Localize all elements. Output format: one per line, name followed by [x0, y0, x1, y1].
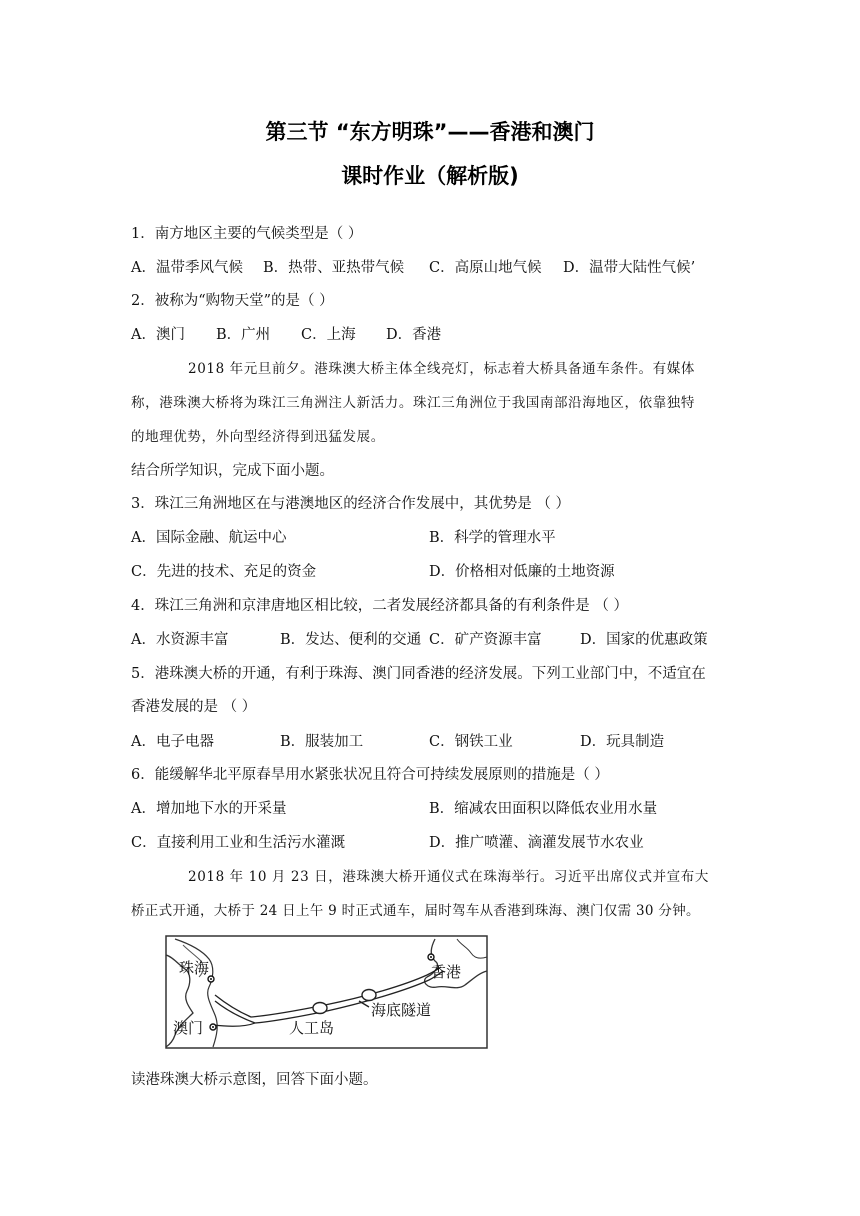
q2-option-d: D．香港	[386, 327, 442, 343]
question-5-stem-line-1: 5．港珠澳大桥的开通，有利于珠海、澳门同香港的经济发展。下列工业部门中，不适宜在	[131, 666, 706, 682]
material-2-line-1: 2018 年 10 月 23 日，港珠澳大桥开通仪式在珠海举行。习近平出席仪式并宣布大	[188, 869, 709, 885]
material-1-instruction: 结合所学知识，完成下面小题。	[131, 463, 334, 479]
q4-option-b: B．发达、便利的交通	[280, 632, 422, 648]
page-subtitle: 课时作业（解析版)	[341, 164, 519, 188]
label-undersea-tunnel: 海底隧道	[371, 1001, 432, 1019]
label-artificial-island: 人工岛	[289, 1019, 335, 1037]
material-2-line-2: 桥正式开通，大桥于 24 日上午 9 时正式通车，届时驾车从香港到珠海、澳门仅需 30 分钟。	[131, 903, 700, 919]
label-macau: 澳门	[173, 1019, 204, 1037]
q5-option-b: B．服装加工	[280, 734, 364, 750]
q5-option-c: C．钢铁工业	[429, 734, 513, 750]
q6-option-d: D．推广喷灌、滴灌发展节水农业	[429, 835, 644, 851]
q3-option-c: C．先进的技术、充足的资金	[131, 564, 317, 580]
q1-option-a: A．温带季风气候	[131, 260, 243, 276]
q5-option-d: D．玩具制造	[580, 734, 665, 750]
q2-option-c: C．上海	[301, 327, 356, 343]
material-1-line-2: 称，港珠澳大桥将为珠江三角洲注人新活力。珠江三角洲位于我国南部沿海地区，依靠独特	[131, 395, 695, 411]
question-2-stem: 2．被称为“购物天堂”的是（ ）	[131, 293, 334, 309]
artificial-island-marker-1	[313, 1003, 327, 1014]
map-instruction: 读港珠澳大桥示意图，回答下面小题。	[131, 1072, 378, 1088]
q1-option-b: B．热带、亚热带气候	[263, 260, 405, 276]
bridge-map-svg	[165, 935, 490, 1051]
question-5-stem-line-2: 香港发展的是 （ ）	[131, 699, 257, 715]
material-1-line-1: 2018 年元旦前夕。港珠澳大桥主体全线亮灯，标志着大桥具备通车条件。有媒体	[188, 361, 695, 377]
q4-option-a: A．水资源丰富	[131, 632, 229, 648]
q2-option-a: A．澳门	[131, 327, 185, 343]
q1-option-c: C．高原山地气候	[429, 260, 542, 276]
q3-option-b: B．科学的管理水平	[429, 530, 556, 546]
question-6-stem: 6．能缓解华北平原春旱用水紧张状况且符合可持续发展原则的措施是（ ）	[131, 767, 609, 783]
question-1-stem: 1．南方地区主要的气候类型是（ ）	[131, 226, 363, 242]
q3-option-d: D．价格相对低廉的土地资源	[429, 564, 615, 580]
q1-option-d: D．温带大陆性气候’	[563, 260, 696, 276]
label-zhuhai: 珠海	[179, 959, 210, 977]
artificial-island-marker-2	[362, 990, 376, 1001]
q4-option-d: D．国家的优惠政策	[580, 632, 708, 648]
bridge-map	[165, 935, 490, 1051]
question-4-stem: 4．珠江三角洲和京津唐地区相比较，二者发展经济都具备的有利条件是 （ ）	[131, 598, 628, 614]
q6-option-a: A．增加地下水的开采量	[131, 801, 287, 817]
q6-option-b: B．缩减农田面积以降低农业用水量	[429, 801, 658, 817]
question-3-stem: 3．珠江三角洲地区在与港澳地区的经济合作发展中，其优势是 （ ）	[131, 496, 570, 512]
page-title: 第三节 “东方明珠”——香港和澳门	[265, 120, 595, 144]
material-1-line-3: 的地理优势，外向型经济得到迅猛发展。	[131, 429, 385, 445]
label-hongkong: 香港	[431, 963, 462, 981]
q5-option-a: A．电子电器	[131, 734, 214, 750]
q4-option-c: C．矿产资源丰富	[429, 632, 542, 648]
q2-option-b: B．广州	[216, 327, 271, 343]
q3-option-a: A．国际金融、航运中心	[131, 530, 287, 546]
q6-option-c: C．直接利用工业和生活污水灌溉	[131, 835, 346, 851]
